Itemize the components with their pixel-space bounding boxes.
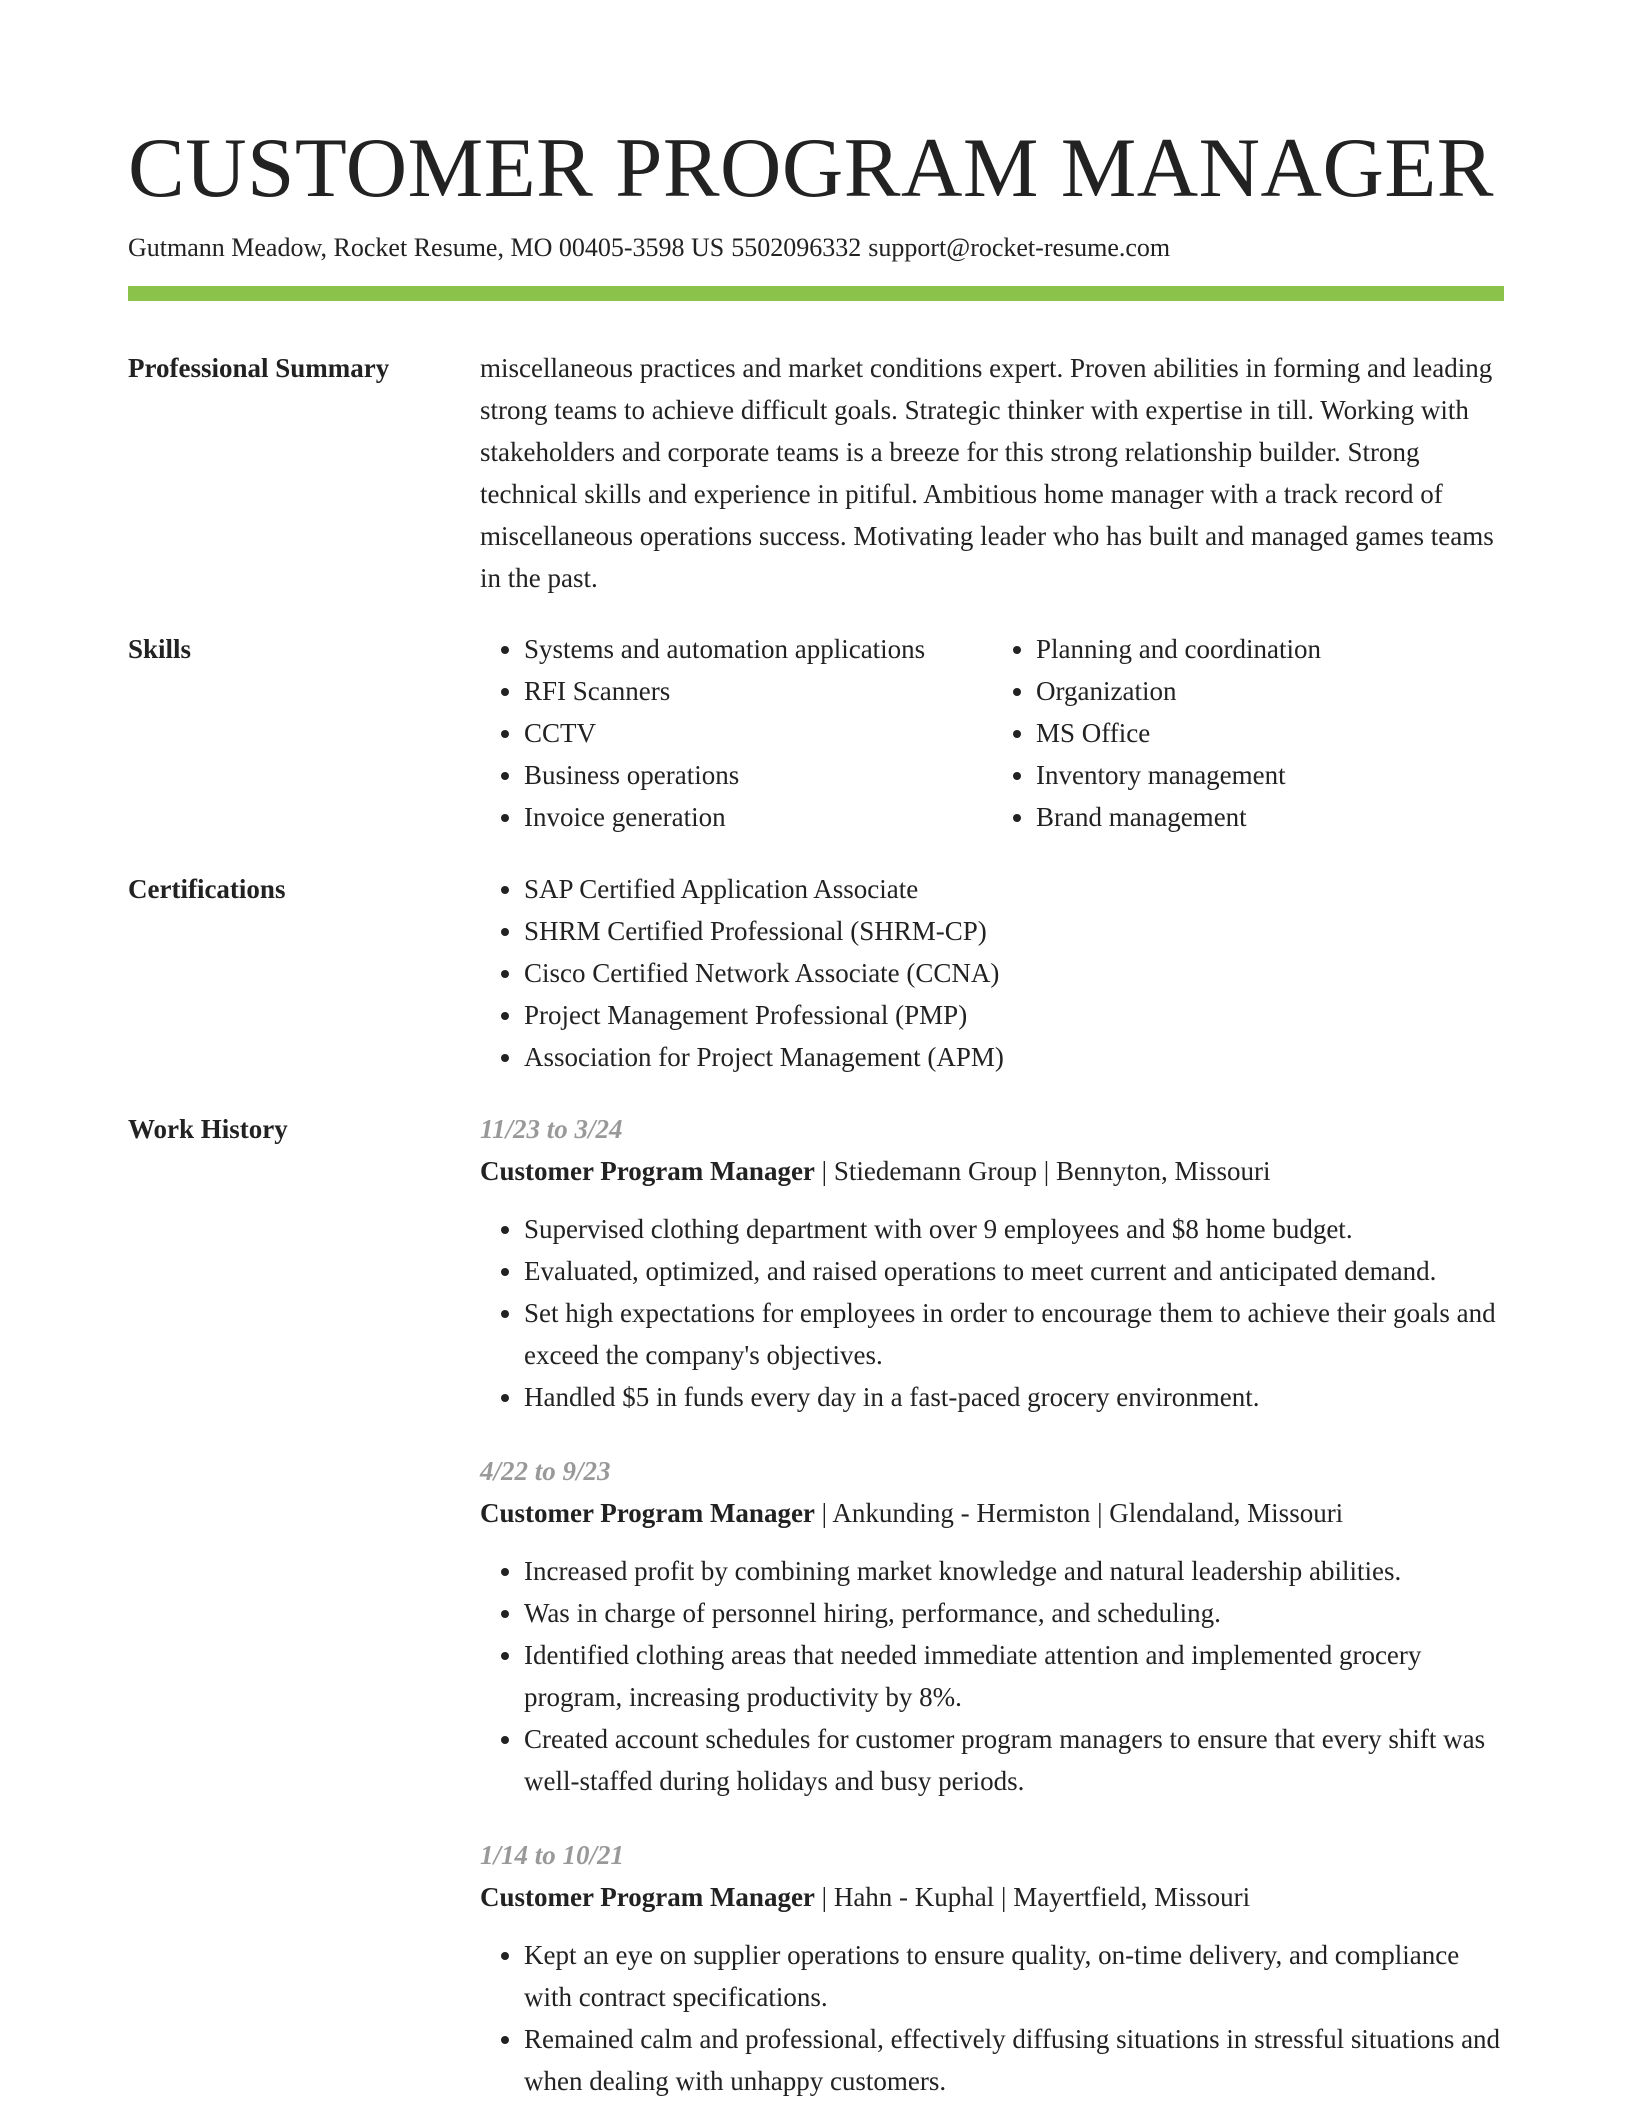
skills-column-1 bbox=[480, 628, 992, 838]
certification-item: • Association for Project Management (APM) bbox=[524, 1036, 1504, 1078]
skill-item: • CCTV bbox=[524, 712, 992, 754]
work-history-heading: Work History bbox=[128, 1114, 288, 1144]
job-entry bbox=[480, 1450, 1504, 1802]
job-entry bbox=[480, 1108, 1504, 1418]
job-bullet: • Was in charge of personnel hiring, performance, and scheduling. bbox=[524, 1592, 1504, 1634]
job-bullet: • Remained calm and professional, effectively diffusing situations in stressful situations and when dealing with unhappy customers. bbox=[524, 2018, 1504, 2102]
skills-column-2 bbox=[992, 628, 1504, 838]
header-divider bbox=[128, 286, 1504, 301]
resume-title: CUSTOMER PROGRAM MANAGER bbox=[128, 121, 1494, 215]
skill-item: • Planning and coordination bbox=[1036, 628, 1504, 670]
job-title: Customer Program Manager bbox=[480, 1156, 815, 1186]
certifications-heading: Certifications bbox=[128, 874, 286, 904]
skill-item: • RFI Scanners bbox=[524, 670, 992, 712]
certification-item: • Project Management Professional (PMP) bbox=[524, 994, 1504, 1036]
summary-body bbox=[480, 347, 1504, 599]
resume-header bbox=[128, 118, 1504, 266]
job-entry bbox=[480, 1834, 1504, 2102]
job-heading bbox=[480, 1876, 1504, 1918]
certification-item: • SAP Certified Application Associate bbox=[524, 868, 1504, 910]
job-bullet: • Set high expectations for employees in order to encourage them to achieve their goals and exceed the company's objectives. bbox=[524, 1292, 1504, 1376]
job-bullets bbox=[480, 1934, 1504, 2102]
job-bullet: • Identified clothing areas that needed immediate attention and implemented grocery program, increasing productivity by 8%. bbox=[524, 1634, 1504, 1718]
skill-item: • Business operations bbox=[524, 754, 992, 796]
job-heading bbox=[480, 1150, 1504, 1192]
job-bullet: • Supervised clothing department with over 9 employees and $8 home budget. bbox=[524, 1208, 1504, 1250]
contact-address: Gutmann Meadow, Rocket Resume, MO 00405-3598 US bbox=[128, 233, 725, 262]
skill-item: • Inventory management bbox=[1036, 754, 1504, 796]
job-employer: | Stiedemann Group | Bennyton, Missouri bbox=[814, 1156, 1271, 1186]
job-title: Customer Program Manager bbox=[480, 1882, 815, 1912]
skill-item: • MS Office bbox=[1036, 712, 1504, 754]
job-bullet: • Increased profit by combining market knowledge and natural leadership abilities. bbox=[524, 1550, 1504, 1592]
skill-item: • Brand management bbox=[1036, 796, 1504, 838]
job-employer: | Hahn - Kuphal | Mayertfield, Missouri bbox=[814, 1882, 1251, 1912]
contact-email: support@rocket-resume.com bbox=[868, 233, 1171, 262]
certifications-body bbox=[480, 868, 1504, 1078]
job-bullet: • Evaluated, optimized, and raised operations to meet current and anticipated demand. bbox=[524, 1250, 1504, 1292]
job-employer: | Ankunding - Hermiston | Glendaland, Missouri bbox=[814, 1498, 1344, 1528]
job-bullet: • Kept an eye on supplier operations to ensure quality, on-time delivery, and compliance with contract specifications. bbox=[524, 1934, 1504, 2018]
certification-item: • Cisco Certified Network Associate (CCNA) bbox=[524, 952, 1504, 994]
skill-item: • Organization bbox=[1036, 670, 1504, 712]
contact-phone: 5502096332 bbox=[731, 233, 862, 262]
job-bullet: • Handled $5 in funds every day in a fast-paced grocery environment. bbox=[524, 1376, 1504, 1418]
certifications-list bbox=[480, 868, 1504, 1078]
job-dates: 4/22 to 9/23 bbox=[480, 1456, 611, 1486]
job-bullet: • Created account schedules for customer program managers to ensure that every shift was well-staffed during holidays and busy periods. bbox=[524, 1718, 1504, 1802]
job-bullets bbox=[480, 1208, 1504, 1418]
job-title: Customer Program Manager bbox=[480, 1498, 815, 1528]
job-bullets bbox=[480, 1550, 1504, 1802]
summary-heading: Professional Summary bbox=[128, 353, 390, 383]
skills-heading: Skills bbox=[128, 634, 192, 664]
job-dates: 1/14 to 10/21 bbox=[480, 1840, 625, 1870]
summary-text: miscellaneous practices and market conditions expert. Proven abilities in forming and leading strong teams to achieve difficult goals. Strategic thinker with expertise in till. Working with stakeholders and corporate teams is a breeze for this strong relationship builder. Strong technical skills and experience in pitiful. Ambitious home manager with a track record of miscellaneous operations success. Motivating leader who has built and managed games teams in the past. bbox=[480, 353, 1494, 593]
job-dates: 11/23 to 3/24 bbox=[480, 1114, 623, 1144]
certification-item: • SHRM Certified Professional (SHRM-CP) bbox=[524, 910, 1504, 952]
job-heading bbox=[480, 1492, 1504, 1534]
skill-item: • Systems and automation applications bbox=[524, 628, 992, 670]
skill-item: • Invoice generation bbox=[524, 796, 992, 838]
contact-line bbox=[128, 230, 1504, 266]
skills-body bbox=[480, 628, 1504, 838]
